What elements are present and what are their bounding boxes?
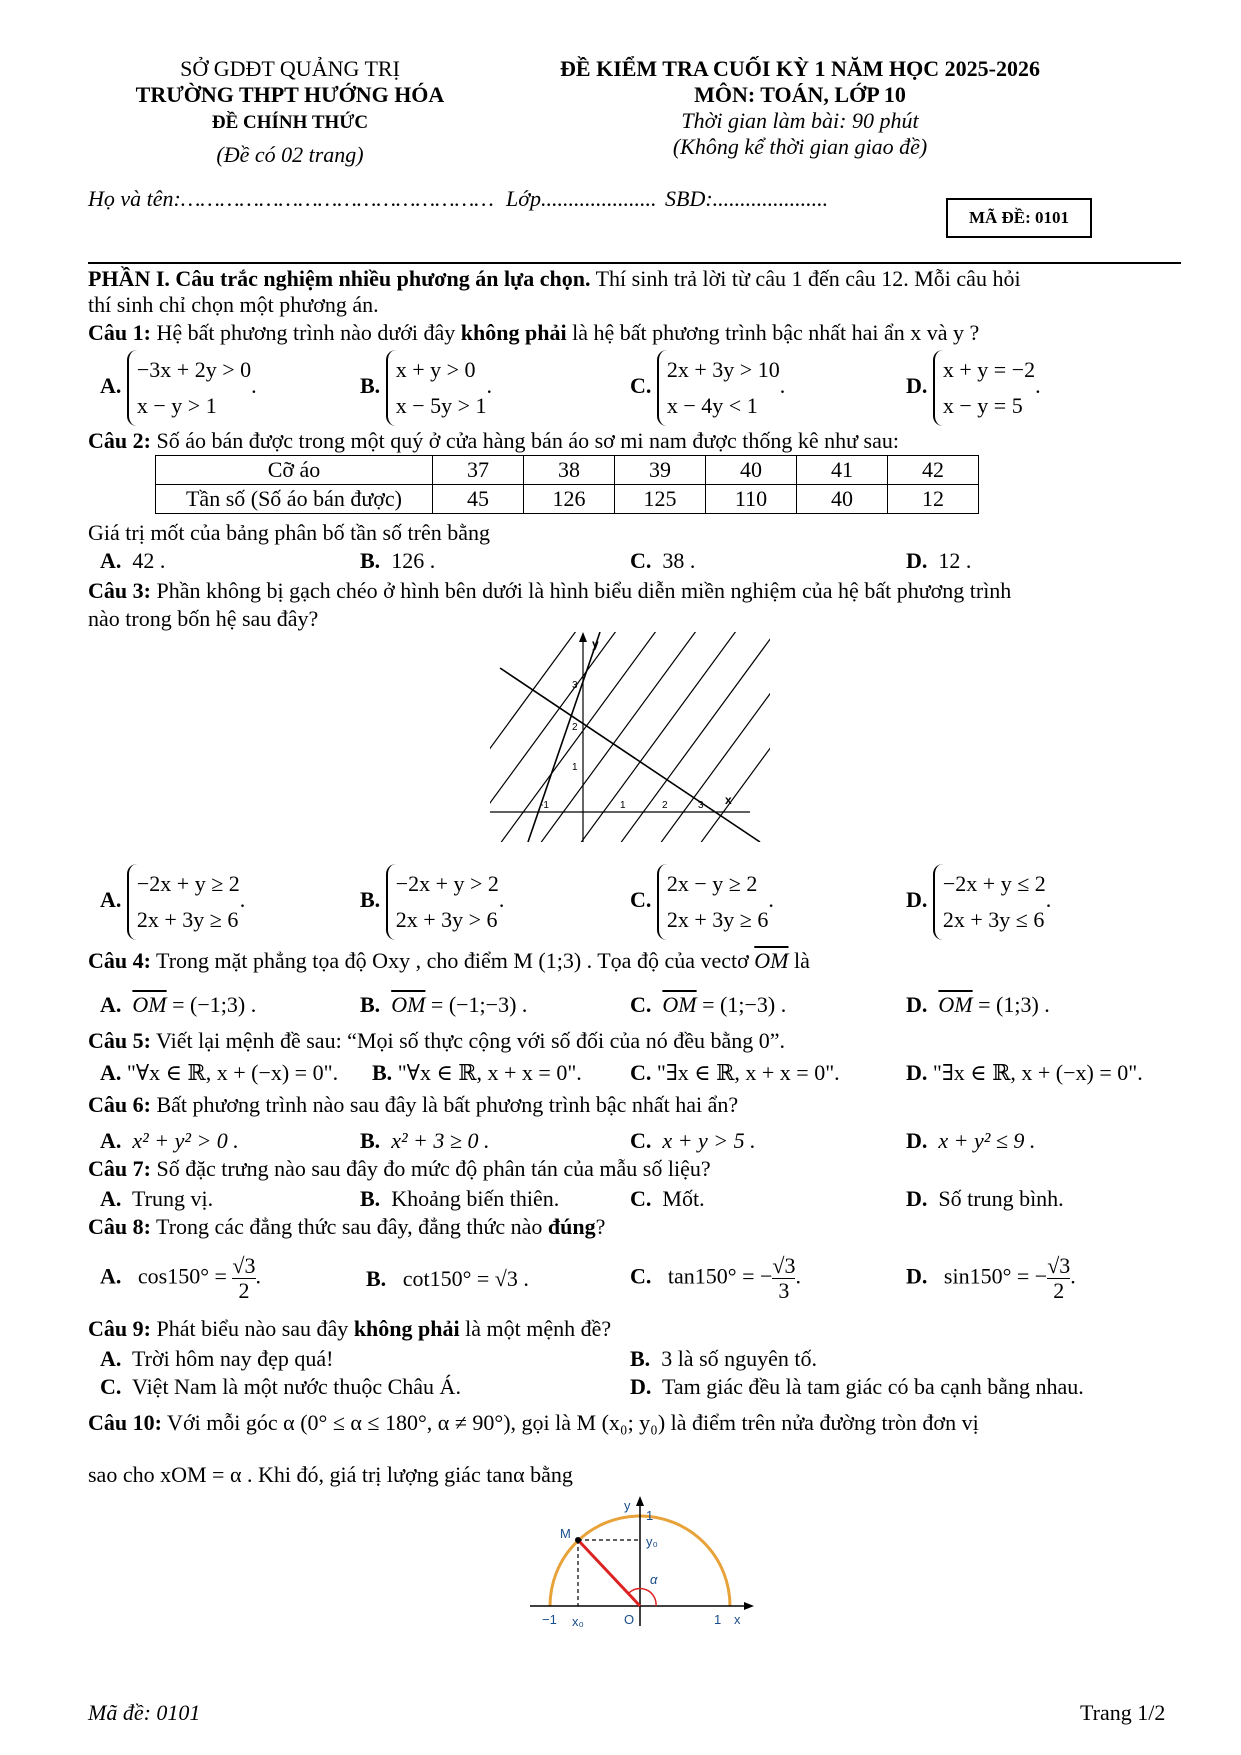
q8-d-num: √3 — [1047, 1253, 1071, 1278]
q7-option-d: D. Số trung bình. — [906, 1186, 1064, 1211]
q1-option-d: D. x + y = −2 x − y = 5. — [906, 350, 1041, 426]
q8-option-c: C. tan150° = − $\frac{√3}{3}$ . — [630, 1253, 801, 1303]
q10-label: Câu 10: — [88, 1410, 162, 1435]
q8-option-d: D. sin150° = − $\frac{√3}{2}$ . — [906, 1253, 1076, 1303]
q4-vector: $\overline{OM}$ — [754, 948, 789, 973]
fig-x-label: x — [734, 1612, 741, 1627]
sbd-field: SBD:..................... — [665, 186, 829, 211]
q3-option-b: B. −2x + y > 2 2x + 3y > 6. — [360, 864, 504, 940]
q4-text: Trong mặt phẳng tọa độ Oxy , cho điểm M (1;3) . Tọa độ của vectơ — [150, 948, 755, 973]
q6-a-text: x² + y² > 0 . — [132, 1128, 239, 1153]
q3-graph — [490, 632, 770, 842]
q5-d-text: "∃x ∈ ℝ, x + (−x) = 0". — [932, 1060, 1143, 1085]
q1-option-a: A. −3x + 2y > 0 x − y > 1. — [100, 350, 257, 426]
q10-text: Với mỗi góc α (0° ≤ α ≤ 180°, α ≠ 90°), gọi là M (x₀; y₀) là điểm trên nửa đường tròn đơn vị — [161, 1410, 979, 1435]
q7-option-a: A. Trung vị. — [100, 1186, 214, 1211]
q1-text: Hệ bất phương trình nào dưới đây — [150, 320, 461, 345]
table-cell: 125 — [615, 485, 706, 514]
q2-a-text: 42 . — [132, 548, 166, 573]
dept-name: SỞ GDĐT QUẢNG TRỊ — [180, 56, 400, 81]
q2-option-b: B. 126 . — [360, 548, 436, 573]
q7-d-text: Số trung bình. — [938, 1186, 1064, 1211]
table-cell: 126 — [524, 485, 615, 514]
q9-a-text: Trời hôm nay đẹp quá! — [132, 1346, 334, 1371]
om-segment — [578, 1540, 640, 1606]
q5-option-a: A. "∀x ∈ ℝ, x + (−x) = 0". — [100, 1060, 339, 1085]
hatch-line — [490, 632, 630, 842]
q3-option-d: D. −2x + y ≤ 2 2x + 3y ≤ 6. — [906, 864, 1051, 940]
q8-d-pre: sin150° = − — [943, 1263, 1048, 1289]
q6-c-text: x + y > 5 . — [662, 1128, 756, 1153]
q6-label: Câu 6: — [88, 1092, 151, 1117]
q8-a-num: √3 — [232, 1253, 256, 1278]
q4-b-vector: $\overline{OM}$ — [391, 992, 426, 1017]
fig-origin-label: O — [624, 1612, 635, 1627]
table-cell: 40 — [706, 456, 797, 485]
q4-a-vector: $\overline{OM}$ — [132, 992, 167, 1017]
fig-y0-label: y₀ — [646, 1534, 658, 1549]
q8-option-a: A. cos150° = $\frac{√3}{2}$ . — [100, 1253, 261, 1303]
y-arrow-icon — [636, 1496, 644, 1506]
q5-option-b: B. "∀x ∈ ℝ, x + x = 0". — [372, 1060, 582, 1085]
q2-option-d: D. 12 . — [906, 548, 972, 573]
q3-b-line2: 2x + 3y > 6 — [395, 907, 498, 932]
q1-label: Câu 1: — [88, 320, 151, 345]
table-cell: 42 — [888, 456, 979, 485]
q7-c-text: Mốt. — [662, 1186, 705, 1211]
q2-option-c: C. 38 . — [630, 548, 696, 573]
q9-option-b: B. 3 là số nguyên tố. — [630, 1346, 818, 1371]
q9-option-a: A. Trời hôm nay đẹp quá! — [100, 1346, 334, 1371]
q10-stem — [88, 1410, 979, 1436]
q1-c-line2: x − 4y < 1 — [666, 393, 758, 418]
line-2x-plus-3y-6 — [500, 668, 760, 842]
q5-b-text: "∀x ∈ ℝ, x + x = 0". — [397, 1060, 582, 1085]
q3-a-line1: −2x + y ≥ 2 — [136, 871, 240, 896]
exam-time: Thời gian làm bài: 90 phút — [681, 108, 919, 133]
q1-option-c: C. 2x + 3y > 10 x − 4y < 1. — [630, 350, 785, 426]
q8-a-pre: cos150° = — [137, 1263, 227, 1289]
q1-c-line1: 2x + 3y > 10 — [666, 357, 780, 382]
q1-b-line2: x − 5y > 1 — [395, 393, 487, 418]
q2-option-a: A. 42 . — [100, 548, 166, 573]
x-axis-label: x — [725, 793, 732, 807]
tick-label: 2 — [572, 722, 578, 733]
class-field: Lớp..................... — [506, 186, 657, 211]
q3-stem2: nào trong bốn hệ sau đây? — [88, 606, 319, 631]
q3-a-line2: 2x + 3y ≥ 6 — [136, 907, 239, 932]
q2-frequency-table — [155, 455, 979, 514]
table-cell: Cỡ áo — [156, 456, 433, 485]
q9-d-text: Tam giác đều là tam giác có ba cạnh bằng nhau. — [662, 1374, 1084, 1399]
q3-stem — [88, 578, 1011, 604]
q4-option-d: D. $\overline{OM}$ = (1;3) . — [906, 992, 1050, 1017]
q8-option-b: B. cot150° = √3 . — [366, 1266, 529, 1291]
q5-option-d: D. "∃x ∈ ℝ, x + (−x) = 0". — [906, 1060, 1143, 1085]
tick-label: 2 — [662, 800, 668, 811]
q2-b-text: 126 . — [391, 548, 436, 573]
name-field: Họ và tên:………………………………………… — [88, 186, 494, 211]
q7-stem — [88, 1156, 711, 1182]
q8-a-den: 2 — [238, 1278, 250, 1303]
table-row — [156, 485, 979, 514]
q9-text2: là một mệnh đề? — [459, 1316, 612, 1341]
fig-alpha-label: α — [650, 1572, 658, 1587]
fig-x0-label: x₀ — [572, 1614, 584, 1629]
q3-label: Câu 3: — [88, 578, 151, 603]
q3-c-line2: 2x + 3y ≥ 6 — [666, 907, 769, 932]
q6-b-text: x² + 3 ≥ 0 . — [391, 1128, 490, 1153]
q5-stem — [88, 1028, 785, 1054]
table-cell: Tần số (Số áo bán được) — [156, 485, 433, 514]
table-row — [156, 456, 979, 485]
q3-c-line1: 2x − y ≥ 2 — [666, 871, 758, 896]
tick-label: 3 — [572, 680, 578, 691]
hatch-line — [530, 632, 750, 842]
q2-question: Giá trị mốt của bảng phân bố tần số trên bằng — [88, 520, 491, 545]
q3-text: Phần không bị gạch chéo ở hình bên dưới là hình biểu diễn miền nghiệm của hệ bất phương trình — [150, 578, 1012, 603]
hatch-line — [490, 632, 710, 842]
q2-text: Số áo bán được trong một quý ở cửa hàng bán áo sơ mi nam được thống kê như sau: — [150, 428, 899, 453]
q7-b-text: Khoảng biến thiên. — [391, 1186, 560, 1211]
q3-d-line1: −2x + y ≤ 2 — [942, 871, 1046, 896]
q6-text: Bất phương trình nào sau đây là bất phương trình bậc nhất hai ẩn? — [150, 1092, 739, 1117]
q6-option-c: C. x + y > 5 . — [630, 1128, 756, 1153]
q8-c-pre: tan150° = − — [667, 1263, 773, 1289]
page-count: (Đề có 02 trang) — [216, 142, 364, 167]
table-cell: 39 — [615, 456, 706, 485]
part1-title: PHẦN I. Câu trắc nghiệm nhiều phương án lựa chọn. — [88, 266, 591, 291]
table-cell: 110 — [706, 485, 797, 514]
q5-text: Viết lại mệnh đề sau: “Mọi số thực cộng với số đối của nó đều bằng 0”. — [150, 1028, 785, 1053]
q2-c-text: 38 . — [662, 548, 696, 573]
q8-c-num: √3 — [772, 1253, 796, 1278]
exam-title: ĐỀ KIỂM TRA CUỐI KỲ 1 NĂM HỌC 2025-2026 — [560, 56, 1040, 81]
q9-b-text: 3 là số nguyên tố. — [661, 1346, 818, 1371]
hatch-line — [490, 632, 670, 842]
q8-label: Câu 8: — [88, 1214, 151, 1239]
q1-bold: không phải — [460, 320, 567, 345]
q7-a-text: Trung vị. — [132, 1186, 214, 1211]
part1-intro2: thí sinh chỉ chọn một phương án. — [88, 292, 379, 317]
q1-a-line1: −3x + 2y > 0 — [136, 357, 252, 382]
table-cell: 40 — [797, 485, 888, 514]
q1-b-line1: x + y > 0 — [395, 357, 476, 382]
q6-option-d: D. x + y² ≤ 9 . — [906, 1128, 1036, 1153]
q7-label: Câu 7: — [88, 1156, 151, 1181]
q7-option-b: B. Khoảng biến thiên. — [360, 1186, 560, 1211]
q1-text2: là hệ bất phương trình bậc nhất hai ẩn x và y ? — [566, 320, 980, 345]
q4-b-text: = (−1;−3) . — [430, 992, 528, 1017]
table-cell: 12 — [888, 485, 979, 514]
q9-stem — [88, 1316, 611, 1342]
q8-c-den: 3 — [778, 1278, 790, 1303]
y-arrow-icon — [579, 632, 587, 642]
q1-stem — [88, 320, 979, 346]
q8-bold: đúng — [547, 1214, 596, 1239]
q2-d-text: 12 . — [938, 548, 972, 573]
footer-page-number: Trang 1/2 — [1080, 1700, 1166, 1725]
q8-b-text: cot150° = √3 . — [402, 1266, 529, 1291]
q9-text: Phát biểu nào sau đây — [150, 1316, 354, 1341]
fig-m-label: M — [560, 1526, 571, 1541]
q7-text: Số đặc trưng nào sau đây đo mức độ phân tán của mẫu số liệu? — [150, 1156, 711, 1181]
q8-text: Trong các đẳng thức sau đây, đẳng thức nào — [150, 1214, 548, 1239]
q4-d-vector: $\overline{OM}$ — [938, 992, 973, 1017]
q5-label: Câu 5: — [88, 1028, 151, 1053]
fig-y-label: y — [624, 1498, 631, 1513]
tick-label: 3 — [698, 800, 704, 811]
q4-a-text: = (−1;3) . — [172, 992, 257, 1017]
q9-bold: không phải — [353, 1316, 460, 1341]
q4-d-text: = (1;3) . — [978, 992, 1050, 1017]
q1-d-line2: x − y = 5 — [942, 393, 1023, 418]
fig-one-top: 1 — [646, 1508, 654, 1523]
q3-d-line2: 2x + 3y ≤ 6 — [942, 907, 1045, 932]
table-cell: 37 — [433, 456, 524, 485]
q2-label: Câu 2: — [88, 428, 151, 453]
tick-label: 1 — [572, 762, 578, 773]
point-m — [575, 1537, 581, 1543]
q9-c-text: Việt Nam là một nước thuộc Châu Á. — [132, 1374, 461, 1399]
q10-stem2: sao cho xOM = α . Khi đó, giá trị lượng giác tanα bằng — [88, 1462, 573, 1487]
q4-option-c: C. $\overline{OM}$ = (1;−3) . — [630, 992, 787, 1017]
q6-stem — [88, 1092, 738, 1118]
q6-option-b: B. x² + 3 ≥ 0 . — [360, 1128, 490, 1153]
school-name: TRƯỜNG THPT HƯỚNG HÓA — [135, 82, 445, 107]
tick-label: 1 — [620, 800, 626, 811]
y-axis-label: y — [592, 637, 599, 651]
table-cell: 41 — [797, 456, 888, 485]
q1-d-line1: x + y = −2 — [942, 357, 1036, 382]
header-divider — [88, 262, 1181, 264]
q9-label: Câu 9: — [88, 1316, 151, 1341]
q4-option-a: A. $\overline{OM}$ = (−1;3) . — [100, 992, 257, 1017]
q4-c-vector: $\overline{OM}$ — [662, 992, 697, 1017]
q7-option-c: C. Mốt. — [630, 1186, 705, 1211]
x-arrow-icon — [744, 1602, 754, 1610]
q2-stem — [88, 428, 899, 454]
exam-time-note: (Không kể thời gian giao đề) — [672, 134, 928, 159]
q8-d-den: 2 — [1053, 1278, 1065, 1303]
hatch-line — [610, 632, 770, 842]
q6-d-text: x + y² ≤ 9 . — [938, 1128, 1036, 1153]
fig-one-label: 1 — [714, 1612, 722, 1627]
subject: MÔN: TOÁN, LỚP 10 — [694, 82, 906, 107]
official-label: ĐỀ CHÍNH THỨC — [211, 112, 369, 133]
fig-minus-one: −1 — [542, 1612, 557, 1627]
q8-text2: ? — [595, 1214, 606, 1239]
part1-heading — [88, 266, 1021, 292]
q3-option-a: A. −2x + y ≥ 2 2x + 3y ≥ 6. — [100, 864, 245, 940]
q4-c-text: = (1;−3) . — [702, 992, 787, 1017]
q1-option-b: B. x + y > 0 x − 5y > 1. — [360, 350, 492, 426]
q1-a-line2: x − y > 1 — [136, 393, 217, 418]
q6-option-a: A. x² + y² > 0 . — [100, 1128, 239, 1153]
q9-option-c: C. Việt Nam là một nước thuộc Châu Á. — [100, 1374, 461, 1399]
q5-c-text: "∃x ∈ ℝ, x + x = 0". — [656, 1060, 840, 1085]
hatch-line — [570, 632, 770, 842]
q4-option-b: B. $\overline{OM}$ = (−1;−3) . — [360, 992, 528, 1017]
q4-label: Câu 4: — [88, 948, 151, 973]
q3-option-c: C. 2x − y ≥ 2 2x + 3y ≥ 6. — [630, 864, 774, 940]
q3-b-line1: −2x + y > 2 — [395, 871, 499, 896]
q10-unit-circle-figure — [520, 1494, 760, 1634]
q9-option-d: D. Tam giác đều là tam giác có ba cạnh bằng nhau. — [630, 1374, 1084, 1399]
q5-option-c: C. "∃x ∈ ℝ, x + x = 0". — [630, 1060, 840, 1085]
q8-stem — [88, 1214, 605, 1240]
table-cell: 45 — [433, 485, 524, 514]
tick-label: -1 — [540, 800, 549, 811]
q4-stem — [88, 948, 810, 974]
exam-code-box: MÃ ĐỀ: 0101 — [946, 198, 1092, 238]
q5-a-text: "∀x ∈ ℝ, x + (−x) = 0". — [126, 1060, 339, 1085]
part1-intro: Thí sinh trả lời từ câu 1 đến câu 12. Mỗi câu hỏi — [590, 266, 1021, 291]
table-cell: 38 — [524, 456, 615, 485]
footer-exam-code: Mã đề: 0101 — [88, 1700, 201, 1725]
q4-text2: là — [788, 948, 810, 973]
